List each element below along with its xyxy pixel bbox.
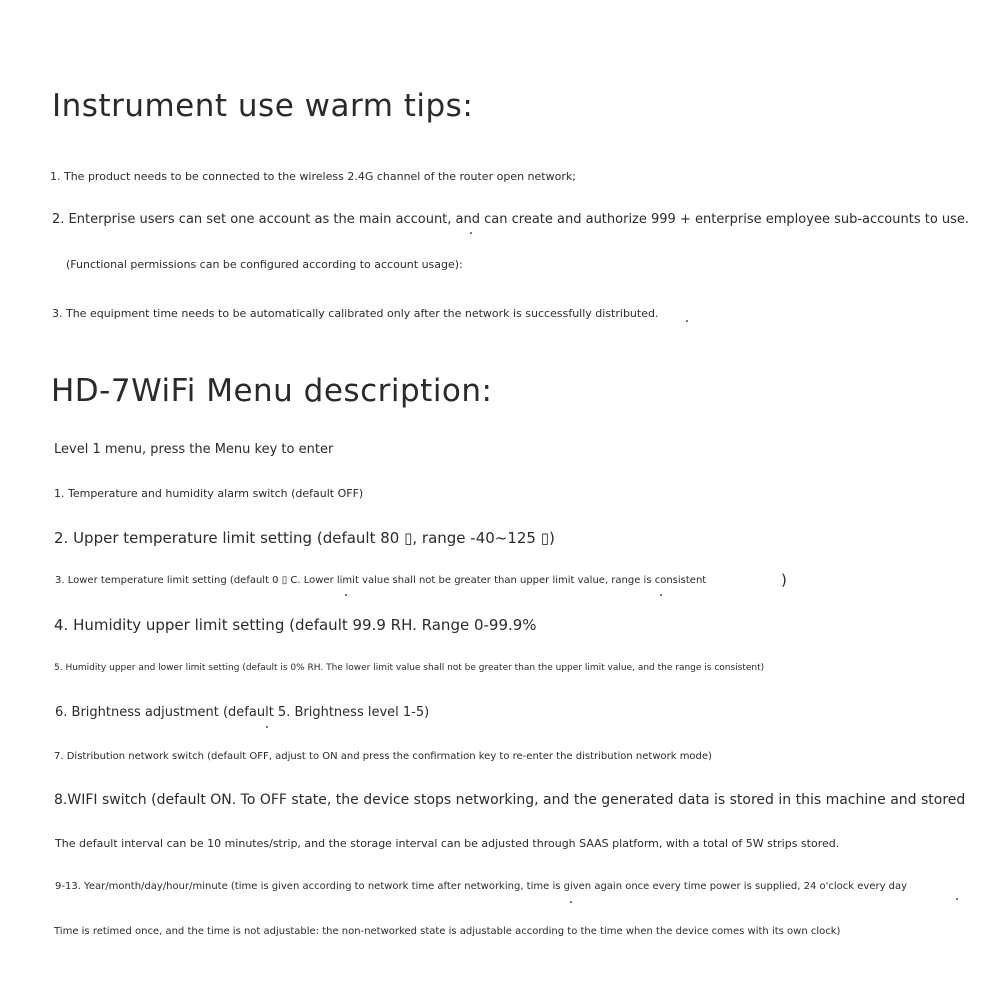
scan-speck (470, 232, 472, 234)
menu-item-2: 2. Upper temperature limit setting (default 80 ▯, range -40~125 ▯) (54, 529, 555, 547)
menu-item-3: 3. Lower temperature limit setting (default 0 ▯ C. Lower limit value shall not be greater than upper limit value, range is consistent (55, 575, 707, 586)
menu-item-8: 8.WIFI switch (default ON. To OFF state, the device stops networking, and the generated data is stored in this machine and stored (54, 792, 966, 808)
scan-speck (686, 320, 688, 322)
menu-item-3-closing-paren: ) (781, 571, 787, 589)
menu-item-8-continued: The default interval can be 10 minutes/strip, and the storage interval can be adjusted through SAAS platform, with a total of 5W strips stored. (55, 837, 840, 850)
menu-item-4: 4. Humidity upper limit setting (default 99.9 RH. Range 0-99.9% (54, 616, 537, 634)
menu-item-7: 7. Distribution network switch (default OFF, adjust to ON and press the confirmation key to re-enter the distribution network mode) (54, 751, 712, 762)
scan-speck (660, 594, 662, 596)
menu-intro: Level 1 menu, press the Menu key to enter (54, 442, 334, 457)
menu-item-9-13: 9-13. Year/month/day/hour/minute (time is given according to network time after networking, time is given again once every time power is supplied, 24 o'clock every day (55, 881, 908, 892)
section-heading-menu: HD-7WiFi Menu description: (51, 373, 493, 409)
tip-item-2: 2. Enterprise users can set one account as the main account, and can create and authorize 999 + enterprise employee sub-accounts to use. (52, 212, 970, 227)
scan-speck (956, 898, 958, 900)
tip-item-3: 3. The equipment time needs to be automatically calibrated only after the network is successfully distributed. (52, 307, 659, 320)
scan-speck (345, 594, 347, 596)
scan-speck (570, 901, 572, 903)
tip-item-1: 1. The product needs to be connected to the wireless 2.4G channel of the router open network; (50, 170, 576, 183)
menu-item-5: 5. Humidity upper and lower limit setting (default is 0% RH. The lower limit value shall not be greater than the upper limit value, and the range is consistent) (54, 663, 765, 673)
scan-speck (266, 726, 268, 728)
section-heading-tips: Instrument use warm tips: (52, 88, 474, 124)
menu-item-9-13-continued: Time is retimed once, and the time is not adjustable: the non-networked state is adjustable according to the time when the device comes with its own clock) (54, 926, 841, 937)
menu-item-6: 6. Brightness adjustment (default 5. Brightness level 1-5) (55, 705, 430, 720)
menu-item-1: 1. Temperature and humidity alarm switch (default OFF) (54, 487, 364, 500)
tip-item-2-note: (Functional permissions can be configured according to account usage): (66, 258, 463, 271)
